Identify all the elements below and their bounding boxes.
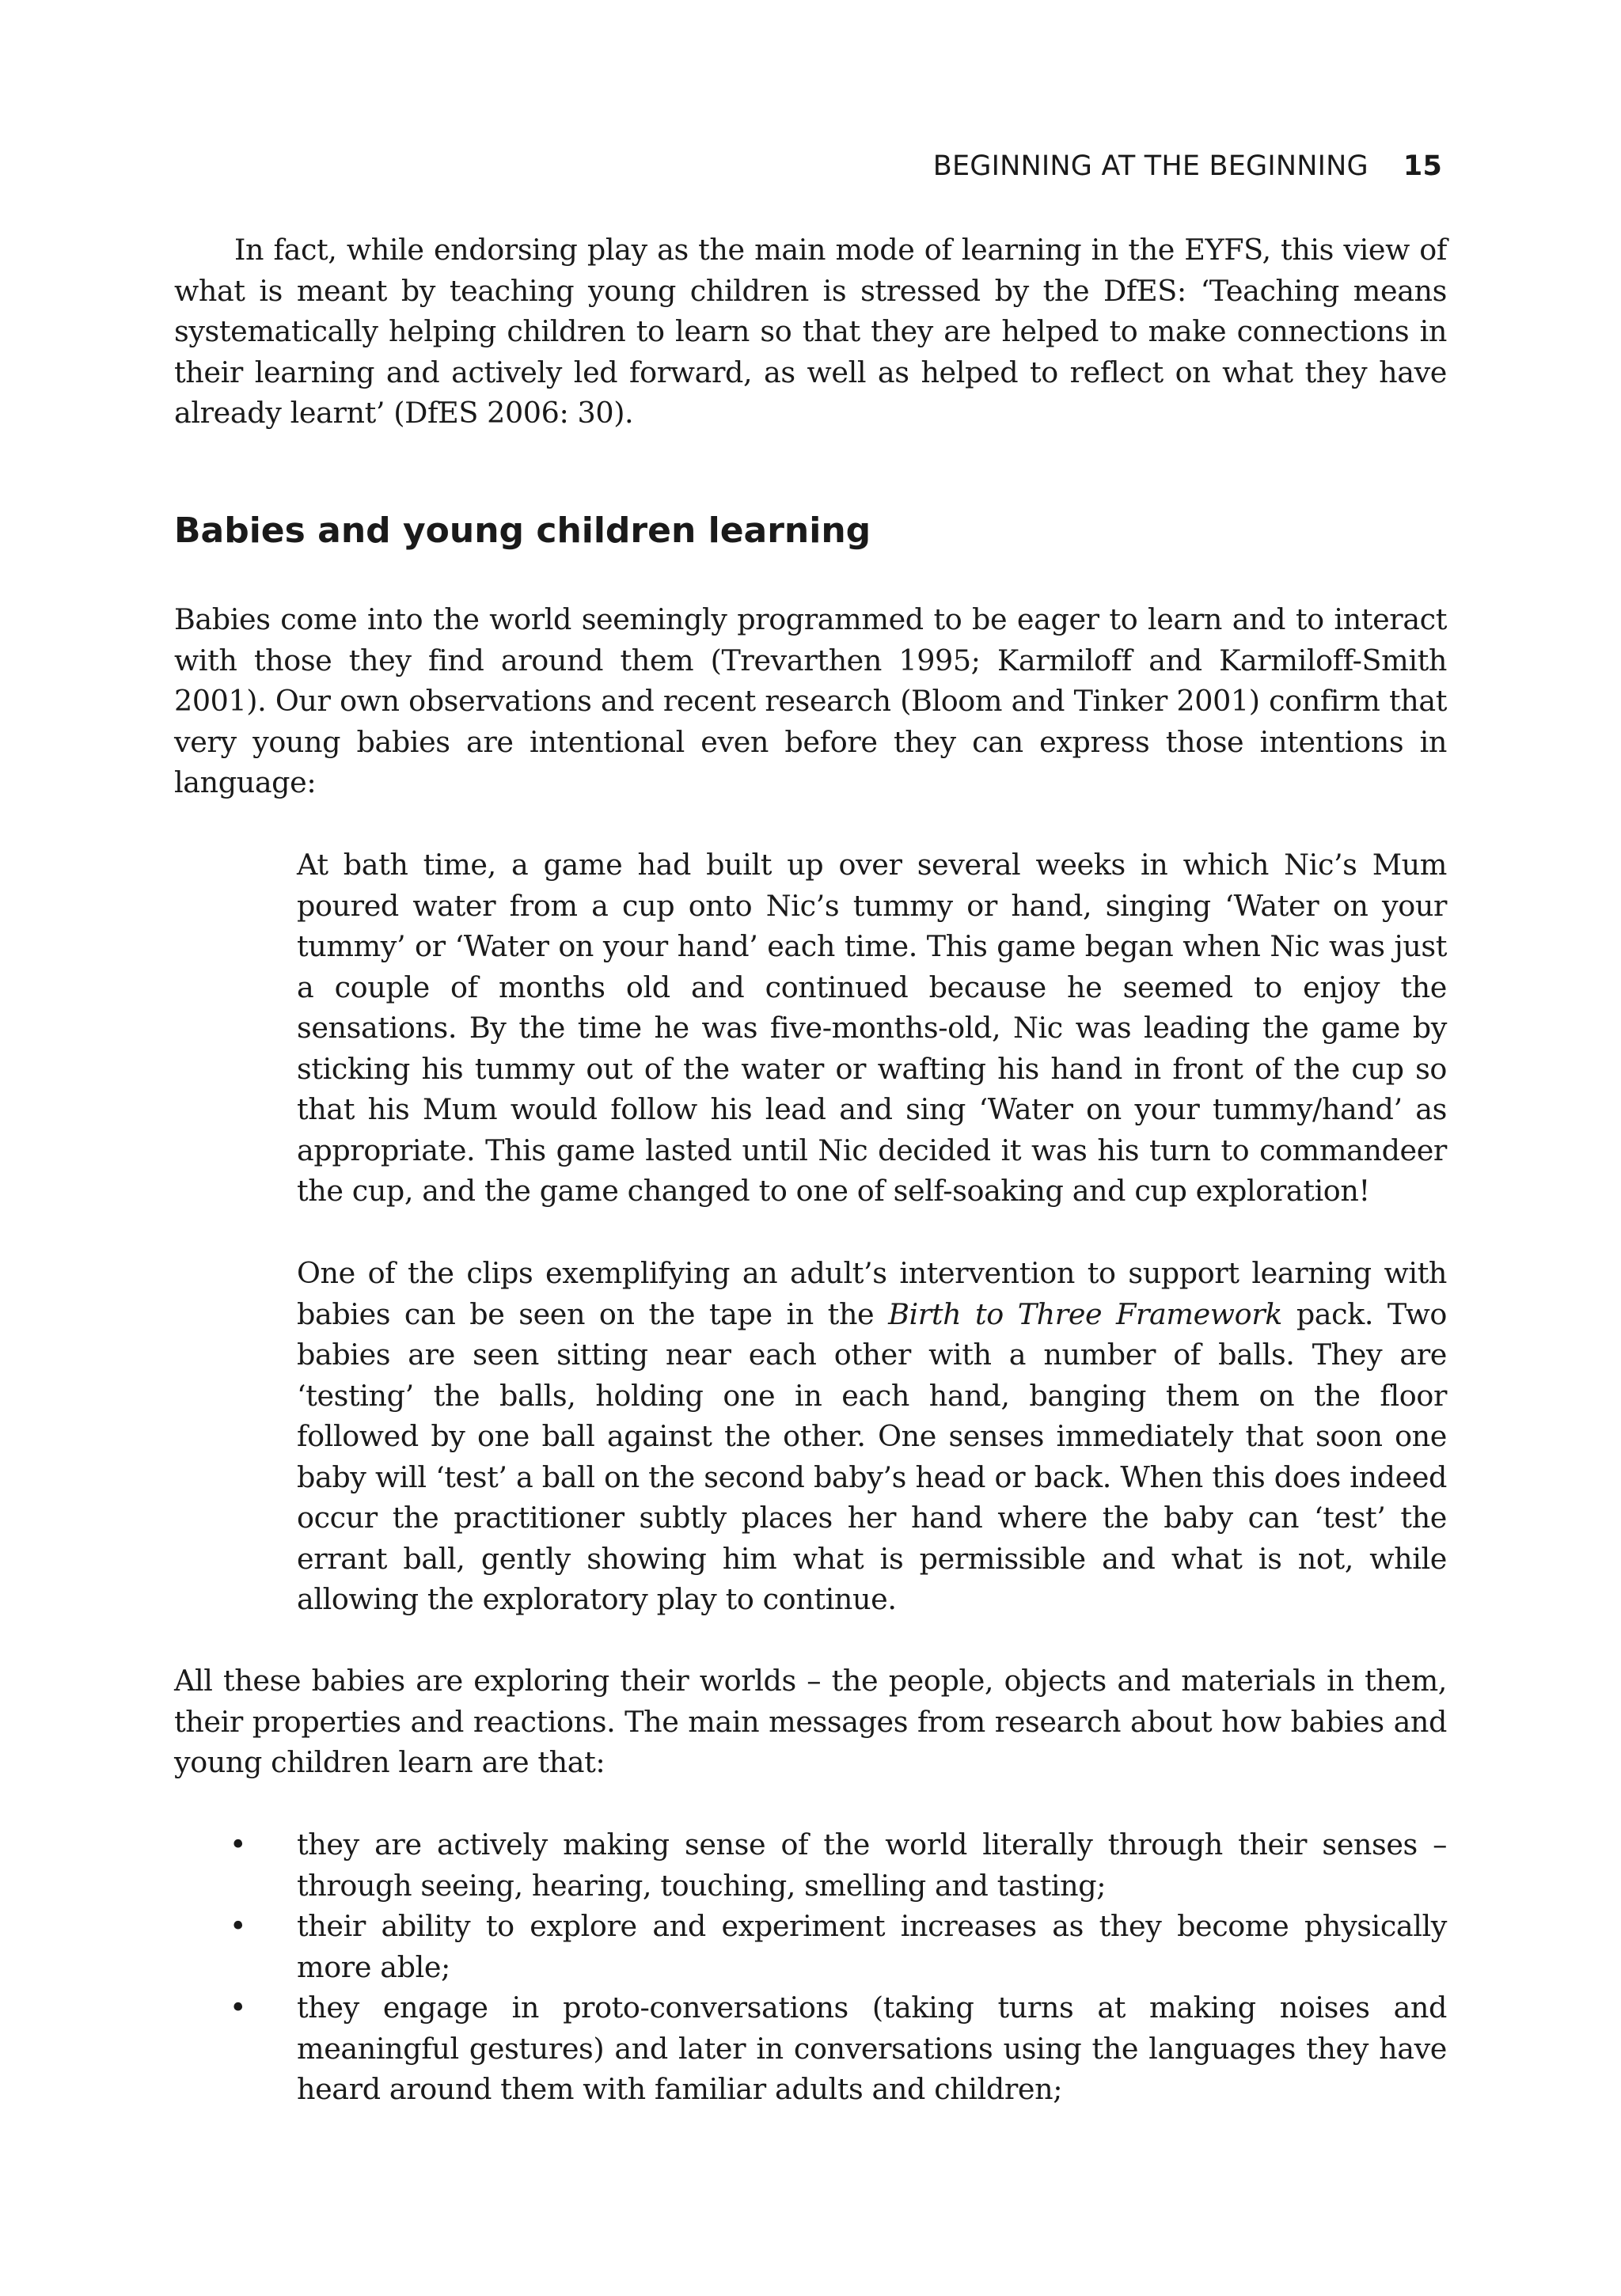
bullet-icon: • [230, 1827, 247, 1861]
list-item [174, 1824, 1447, 1906]
bullet-icon: • [230, 1909, 247, 1943]
list-item-text: they are actively making sense of the world literally through their senses – through seeing, hearing, touching, smelling and tasting; [297, 1827, 1447, 1903]
block-quote-bath-time: At bath time, a game had built up over several weeks in which Nic’s Mum poured water from a cup onto Nic’s tummy or hand, singing ‘Water on your tummy’ or ‘Water on your hand’ each time. This game began when Nic was just a couple of months old and continued because he seemed to enjoy the sensations. By the time he was five-months-old, Nic was leading the game by sticking his tummy out of the water or wafting his hand in front of the cup so that his Mum would follow his lead and sing ‘Water on your tummy/hand’ as appropriate. This game lasted until Nic decided it was his turn to commandeer the cup, and the game changed to one of self-soaking and cup exploration! [297, 848, 1447, 1208]
section-heading: Babies and young children learning [174, 510, 871, 551]
running-head [933, 150, 1442, 182]
list-item-text: their ability to explore and experiment increases as they become physically more able; [297, 1909, 1447, 1984]
bullet-list [174, 1824, 1447, 2110]
block-quote-balls [297, 1253, 1447, 1620]
quote-text-end: pack. Two babies are seen sitting near each other with a number of balls. They are ‘testing’ the balls, holding one in each hand, banging them on the floor followed by one ball against the other. One senses immediately that soon one baby will ‘test’ a ball on the second baby’s head or back. When this does indeed occur the practitioner subtly places her hand where the baby can ‘test’ the errant ball, gently showing him what is permissible and what is not, while allowing the exploratory play to continue. [297, 1296, 1447, 1616]
list-item [174, 1906, 1447, 1987]
page-number: 15 [1403, 150, 1442, 182]
running-head-title: BEGINNING AT THE BEGINNING [932, 150, 1369, 182]
bullet-icon: • [230, 1990, 247, 2025]
paragraph-exploring: All these babies are exploring their worlds – the people, objects and materials in them, their properties and reactions. The main messages from research about how babies and young children learn are that: [174, 1664, 1447, 1779]
paragraph-babies: Babies come into the world seemingly programmed to be eager to learn and to interact with those they find around them (Trevarthen 1995; Karmiloff and Karmiloff-Smith 2001). Our own observations and recent research (Bloom and Tinker 2001) confirm that very young babies are intentional even before they can express those intentions in language: [174, 602, 1447, 799]
quote-text-start: One of the clips exemplifying an adult’s intervention to support learning with babies can be seen on the tape in the [297, 1256, 1447, 1331]
quote-italic-title: Birth to Three Framework [888, 1296, 1282, 1331]
paragraph-intro: In fact, while endorsing play as the main mode of learning in the EYFS, this view of what is meant by teaching young children is stressed by the DfES: ‘Teaching means systematically helping children to learn so that they are helped to make connections in their learning and actively led forward, as well as helped to reflect on what they have already learnt’ (DfES 2006: 30). [174, 233, 1447, 430]
list-item-text: they engage in proto-conversations (taking turns at making noises and meaningful gestures) and later in conversations using the languages they have heard around them with familiar adults and children; [297, 1990, 1447, 2106]
list-item [174, 1987, 1447, 2110]
